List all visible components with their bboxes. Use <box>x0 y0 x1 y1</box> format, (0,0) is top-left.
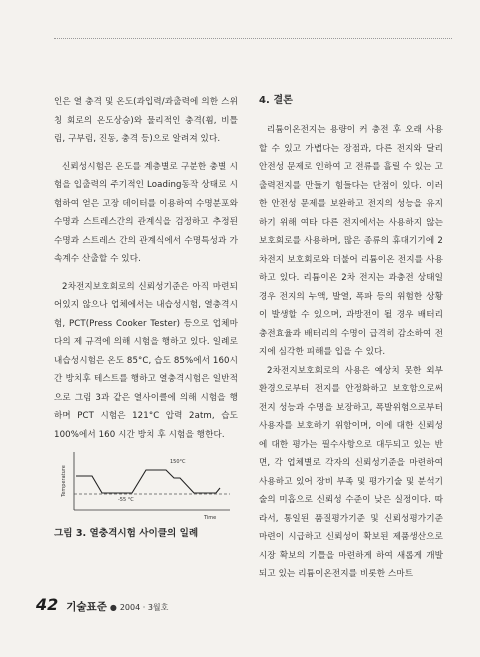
magazine-title: 기술표준 <box>66 601 107 613</box>
left-paragraph-2: 신뢰성시험은 온도를 계층별로 구분한 충별 시험을 입출력의 주기적인 Loading동작 상태로 시험하여 얻은 고장 데이터를 이용하여 수명분포와 수명과 스트레스간의 관계식을 검정하고 추정된 수명과 스트레스 간의 관계식에서 수명특성과 가속계수 산출할 수 있다. <box>54 161 238 264</box>
top-dotted-rule <box>54 38 452 39</box>
low-temp-label: -55 °C <box>118 497 134 503</box>
right-column <box>259 93 443 584</box>
right-paragraph-2: 2차전지보호회로의 사용은 예상치 못한 외부 환경으로부터 전지를 안정화하고 보호함으로써 전지 성능과 수명을 보장하고, 폭발위험으로부터 사용자를 보호하기 위함이며, 이에 대한 신뢰성에 대한 평가는 필수사항으로 대두되고 있는 반면, 각 업체별로 각자의 신뢰성기준을 마련하여 사용하고 있어 장비 부족 및 평가기술 및 분석기술의 미흡으로 신뢰성 수준이 낮은 실정이다. 따라서, 통일된 품질평가기준 및 신뢰성평가기준 마련이 시급하고 신뢰성이 확보된 제품생산으로 시장 확보의 기틀을 마련하게 하여 새롭게 개발되고 있는 리튬이온전지를 비롯한 스마트 <box>259 365 443 579</box>
left-paragraph-1: 인은 열 충격 및 온도(과입력/과출력에 의한 스위칭 회로의 온도상승)와 물리적인 충격(휨, 비틀림, 구부림, 진동, 충격 등)으로 알려져 있다. <box>54 97 238 144</box>
page-footer <box>36 595 168 615</box>
page-number: 42 <box>36 595 59 614</box>
left-column <box>54 93 238 444</box>
high-temp-label: 150°C <box>170 459 186 465</box>
issue-date: 2004 · 3월호 <box>119 603 169 612</box>
left-paragraph-3: 2차전지보호회로의 신뢰성기준은 아직 마련되어있지 않으나 업체에서는 내습성시험, 열충격시험, PCT(Press Cooker Tester) 등으로 업체마다의 제 규격에 의해 시험을 행하고 있다. 일례로 내습성시험은 온도 85°C, 습도 85%에서 160시간 방치후 테스트를 행하고 열충격시험은 일반적으로 그림 3과 같은 열사이클에 의해 시험을 행하며 PCT 시험은 121°C 압력 2atm, 습도 100%에서 160 시간 방치 후 시험을 행한다. <box>54 281 238 440</box>
x-axis-label: Time <box>204 515 217 521</box>
thermal-cycle-figure <box>54 448 238 524</box>
section-title: 4. 결론 <box>259 95 294 106</box>
right-paragraph-1: 리튬이온전지는 용량이 커 충전 후 오래 사용할 수 있고 가볍다는 장점과, 다른 전지와 달리 안전성 문제로 인하여 고 전류를 흘릴 수 있는 고 출력전지를 만들기 힘들다는 단점이 있다. 이러한 안전성 문제를 보완하고 전지의 성능을 유지하기 위해 여타 다른 전지에서는 사용하지 않는 보호회로를 사용하며, 많은 종류의 휴대기기에 2차전지 보호회로와 더불어 리튬이온 전지를 사용하고 있다. 리튬이온 2차 전지는 과충전 상태일 경우 전지의 누액, 발열, 폭파 등의 위험한 상황이 발생할 수 있으며, 과방전이 될 경우 배터리 충전효율과 배터리의 수명이 급격히 감소하여 전지에 심각한 피해를 입을 수 있다. <box>259 125 443 357</box>
y-axis-label: Temperature <box>61 465 67 497</box>
bullet-separator: ● <box>109 603 117 612</box>
thermal-cycle-graph <box>54 448 238 524</box>
figure-caption: 그림 3. 열충격시험 사이클의 일례 <box>54 528 199 539</box>
temperature-curve <box>76 470 220 493</box>
